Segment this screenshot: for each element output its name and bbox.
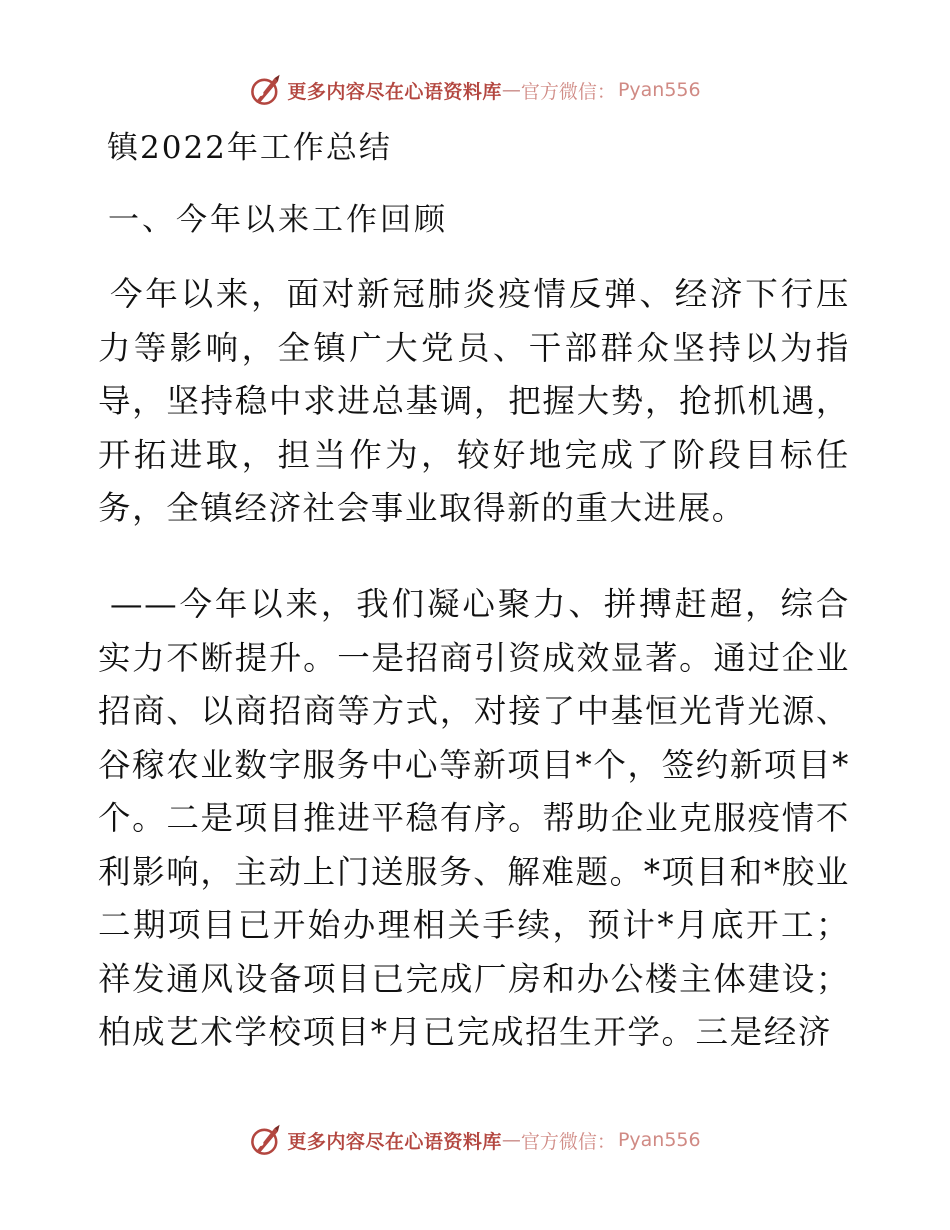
quill-pen-logo-icon bbox=[249, 73, 283, 107]
watermark-separator: — bbox=[501, 79, 521, 101]
footer-watermark bbox=[0, 1118, 950, 1162]
document-title: 镇2022年工作总结 bbox=[107, 130, 392, 166]
body-paragraph-1: 今年以来，面对新冠肺炎疫情反弹、经济下行压力等影响，全镇广大党员、干部群众坚持以为指导，坚持稳中求进总基调，把握大势，抢抓机遇，开拓进取，担当作为，较好地完成了阶段目标任务，全镇经济社会事业取得新的重大进展。 bbox=[98, 275, 850, 527]
section-heading: 一、今年以来工作回顾 bbox=[108, 202, 448, 238]
quill-pen-logo-icon bbox=[249, 1123, 283, 1157]
watermark-note-text: 官方微信： bbox=[520, 80, 616, 103]
body-paragraph-2: ——今年以来，我们凝心聚力、拼搏赶超，综合实力不断提升。一是招商引资成效显著。通过企业招商、以商招商等方式，对接了中基恒光背光源、谷稼农业数字服务中心等新项目*个，签约新项目*个。二是项目推进平稳有序。帮助企业克服疫情不利影响，主动上门送服务、解难题。*项目和*胶业二期项目已开始办理相关手续，预计*月底开工；祥发通风设备项目已完成厂房和办公楼主体建设；柏成艺术学校项目*月已完成招生开学。三是经济 bbox=[98, 585, 850, 1051]
watermark-main-text: 更多内容尽在心语资料库 bbox=[287, 1130, 502, 1153]
watermark-main-text: 更多内容尽在心语资料库 bbox=[287, 80, 502, 103]
header-watermark bbox=[0, 68, 950, 112]
watermark-note-text: 官方微信： bbox=[520, 1130, 616, 1153]
watermark-wechat-id: Pyan556 bbox=[617, 1129, 701, 1151]
watermark-wechat-id: Pyan556 bbox=[617, 79, 701, 101]
watermark-separator: — bbox=[501, 1129, 521, 1151]
